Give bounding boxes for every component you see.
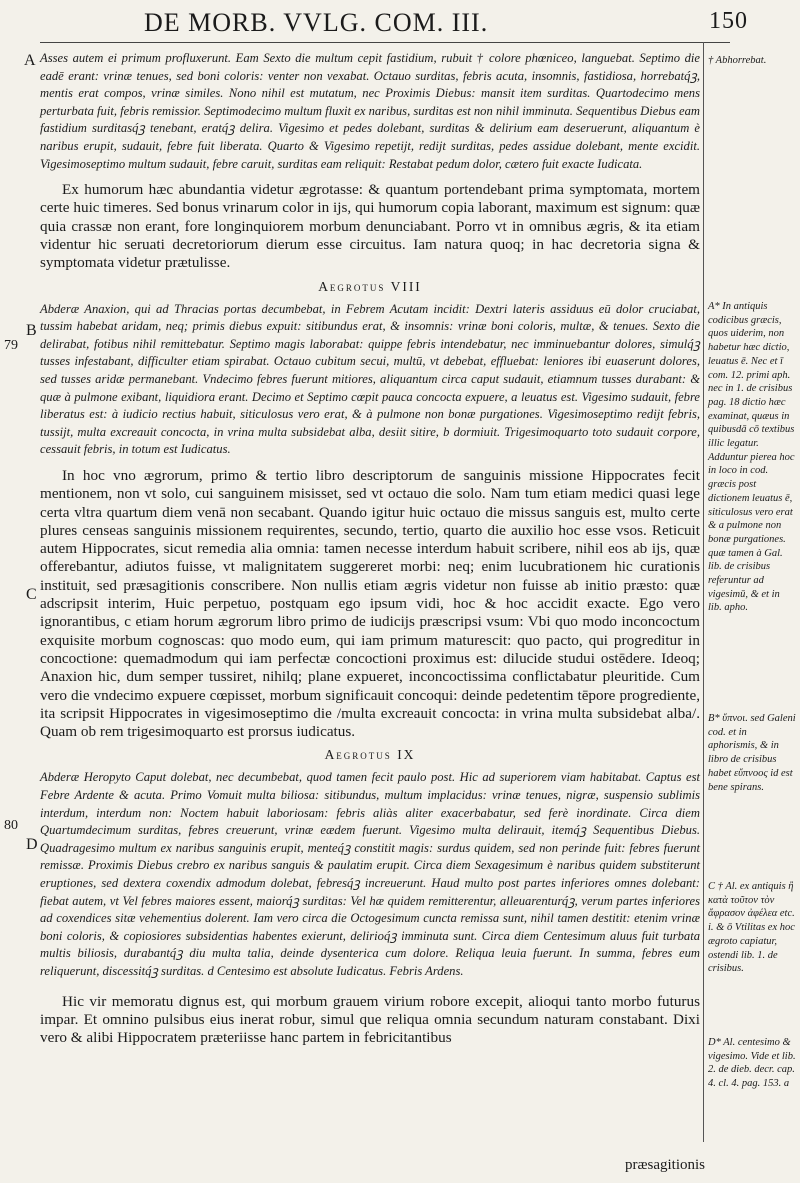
margin-letter-d: D [26, 836, 38, 853]
header-rule [40, 42, 730, 43]
section-heading-ix: Aegrotus IX [324, 747, 416, 763]
side-note-d: D* Al. centesimo & vigesimo. Vide et lib. 2. de dieb. decr. cap. 4. cl. 4. pag. 153. a [708, 1037, 796, 1090]
commentary-viii: In hoc vno ægrorum, primo & tertio libro descriptorum de sanguinis missione Hippocrates fecit mentionem, non vt solo, cui sanguinem misisset, sed vt octauo die solo. Nam tum etiam medici quasi lege certa vltra quartum diem venā non secabant. Quando igitur huic octauo die missus sanguis est, multo certe plures censeas sanguinis missionem requirentes, secundo, tertio, quarto die auxilio hoc esse vsos. Reticuit autem Hippocrates, sicut remedia alia omnia: tamen necesse interdum habuit scribere, nihil eos ab ijs, quæ offerebantur, adiutos fuisse, vt malignitatem suggereret morbi: neq; enim lucubrationem hic curationis instituit, sed præsagitionis conscribere. Non nullis etiam ægris videtur non fuisse ab initio præsto: quæ adscripsit interim, Huic perpetuo, postquam ego ipsum vidi, hoc & hoc accidit exacte. Ego vero ignorantibus, c etiam horum ægrorum libro primo de iudicijs præscripsi vsum: Vbi quo modo inconcoctum exquisite morbum cognoscas: quo modo eum, qui iam primum maturescit: quo pacto, qui progreditur in concoctione: quemadmodum qui iam perfectæ concoctioni proximus est: dilucide studui ostēdere. Ideoq; Anaxion hic, dum semper tussiret, nihilq; plane expueret, inconcoctissima conflictabatur pleuritide. Cum vero die vndecimo expuere cœpisset, morbum significauit concoqui: deinde pedetentim tēpore progrediente, ita scripsit Hippocrates in vigesimoseptimo die /multa excreauit concocta: in vrina multa subsidebat alba/. Quam ob rem trigesimoquarto est prorsus iudicatus. [40, 466, 700, 741]
side-note-b: B* ὕπνοι. sed Galeni cod. et in aphorismis, & in libro de crisibus habet εὔπνοος id est bene spirans. [708, 713, 796, 793]
margin-letter-a: A [24, 52, 36, 69]
margin-letter-c: C [26, 586, 37, 603]
margin-letter-b: B [26, 322, 37, 339]
margin-rule [703, 42, 704, 1142]
running-title: DE MORB. VVLG. COM. III. [144, 8, 489, 37]
page-number: 150 [709, 8, 748, 34]
case-text-viii: Abderæ Anaxion, qui ad Thracias portas decumbebat, in Febrem Acutam incidit: Dextri lateris assiduus eū dolor cruciabat, tussim habebat aridam, neq; primis diebus expuit: sitibundus erat, & insomnis: vrinæ boni coloris, multæ, & tenues. Sexto die delirabat, fotibus nihil remittebatur. Septimo magis laborabat: quippe febris intendebatur, nec imminuebantur dolores, simulq́ꝫ tusses infestabant, difficulter etiam spirabat. Octauo cubitum secui, multū, vt debebat, effluebat: leniores ibi euaserunt dolores, sed tusses aridæ permanebant. Vndecimo febres fuerunt mitiores, aliquantum circa caput sudauit, etiamnum tusses durabant: & quæ à pulmone exibant, liquidiora erant. Decimo et Septimo cœpit pauca concocta expuere, a leuatus est. Vigesimo sudauit, febre liberatus est: à iudicio rectius habuit, siticulosus vero erat, & à pulmone non bonæ purgationes. Vigesimoseptimo redijt febris, tussijt, multa excreauit concocta, in vrina multa subsidebat alba, desiit sitire, b dormiuit. Trigesimoquarto toto sudauit corpore, cessauit febris, in totum est Iudicatus. [40, 301, 700, 457]
side-note-a: A* In antiquis codicibus græcis, quos uiderim, non habetur hæc dictio, leuatus ē. Nec et ī com. 12. primi aph. nec in 1. de crisibus pag. 18 dictio hæc examinat, quæus in quibusdā cō textibus illic legatur. Adduntur pierea hoc in loco in cod. græcis post dictionem leuatus ē, siticulosus vero erat & a pulmone non bonæ purgationes. quæ tamen à Gal. lib. de crisibus referuntur ad vigesimū, & et in lib. apho. [708, 301, 795, 614]
commentary-ix: Hic vir memoratu dignus est, qui morbum grauem virium robore excepit, alioqui tanto morbo futurus impar. Et omnino pulsibus eius inerat robur, simul que reliqua omnia secundum naturam constabant. Dixi vero & alibi Hippocratem præteriisse hanc partem in febricitantibus [40, 992, 700, 1047]
side-note-abhorrebat: † Abhorrebat. [708, 55, 767, 66]
side-note-c: C † Al. ex antiquis ἢ κατὰ τοῦτον τὸν ἄφρασον ἀφέλεα etc. i. & ō Vtilitas ex hoc ægroto capiatur, ostendi lib. 1. de crisibus. [708, 881, 795, 975]
main-text [40, 50, 700, 1047]
case-text-ix: Abderæ Heropyto Caput dolebat, nec decumbebat, quod tamen fecit paulo post. Hic ad superiorem viam habitabat. Captus est Febre Ardente & acuta. Primo Vomuit multa biliosa: sitibundus, multum implacidus: vrinæ tenues, nigræ, suspensio sublimis interdum, interdum non: Noctem habuit laboriosam: febris aliàs aliter exacerbabatur, sed ferè inordinate. Circa diem Quartumdecimum surditas, febres creuerunt, vrinæ eædem fuerunt. Vigesimo multa delirauit, itemq́ꝫ Sequentibus Diebus. Quadragesimo multum ex naribus sanguinis erupit, menteq́ꝫ constitit magis: surdus quidem, sed non perinde fuit: febres fuerunt remissæ. Proximis Diebus crebro ex naribus sanguis & paulatim erupit. Circa diem Sexagesimum è naribus quidem substiterunt eruptiones, sed dextera coxendix admodum dolebat, febresq́ꝫ increuerunt. Haud multo post partes inferiores omnes dolebant: fiebat autem, vt Vel febres maiores essent, maiorq́ꝫ surditas: Vel hæ quidem remitterentur, alleuarenturq́ꝫ, verum partes inferiores ad coxendices sitæ vehementius dolerent. Iam vero circa die Octogesimum cuncta remissa sunt, nihil tamen destitit: etenim vrinæ boni coloris, & copiosiores subsidentias habentes exierunt, delirioq́ꝫ imminuta sunt. Circa diem Centesimum aluus fuit turbata multis biliosis, durabantq́ꝫ diu multa talia, deinde dysenterica cum dolore. Reliqua leuia fuerunt. In summa, febres eum reliquerunt, discessitq́ꝫ surditas. d Centesimo est absolute Iudicatus. Febris Ardens. [40, 770, 700, 978]
margin-number-80: 80 [4, 818, 18, 833]
catchword: præsagitionis [624, 1157, 705, 1173]
case-text-1: Asses autem ei primum profluxerunt. Eam Sexto die multum cepit fastidium, rubuit † colore phœniceo, languebat. Septimo die eadē erant: vrinæ tenues, sed boni coloris: venter non vexabat. Octauo surditas, febris acuta, insomnis, fastidiosa, horrebatq́ꝫ, mentis erat compos, vrinæ similes. Nono nihil est mutatum, nec Proximis Diebus: mansit item surditas. Quartodecimo mens perturbata fuit, febris remissior. Septimodecimo multum fluxit ex naribus, surditas est non nihil imminuta. Sequentibus Diebus eam fastidium surditasq́ꝫ tenebant, eratq́ꝫ delira. Vigesimo et pedes dolebant, surditas & delirium eam deseruerunt, aliquantum è naribus erupit, sudauit, febre fuit liberata. Quarto & Vigesimo repetijt, redijt surditas, pedes assidue dolebant, mente excidit. Vigesimoseptimo multum sudauit, febre caruit, surditas eam reliquit: Restabat pedum dolor, cætero fuit exacte Iudicata. [40, 51, 700, 171]
margin-number-79: 79 [4, 338, 18, 353]
section-heading-viii: Aegrotus VIII [318, 278, 422, 294]
running-header [80, 4, 748, 42]
commentary-1: Ex humorum hæc abundantia videtur ægrotasse: & quantum portendebant prima symptomata, mortem certe huic timeres. Sed bonus vrinarum color in ijs, qui humorum copia laborant, maximum est signum: quæ quia crassæ non erant, fore longinquiorem morbum denunciabant. Porro vt in omnibus ægris, & ita etiam videntur hic seruati decretoriorum dierum esse circuitus. Iam natura quoq; in hac decretoria signa & symptomata videtur prætulisse. [40, 181, 700, 272]
